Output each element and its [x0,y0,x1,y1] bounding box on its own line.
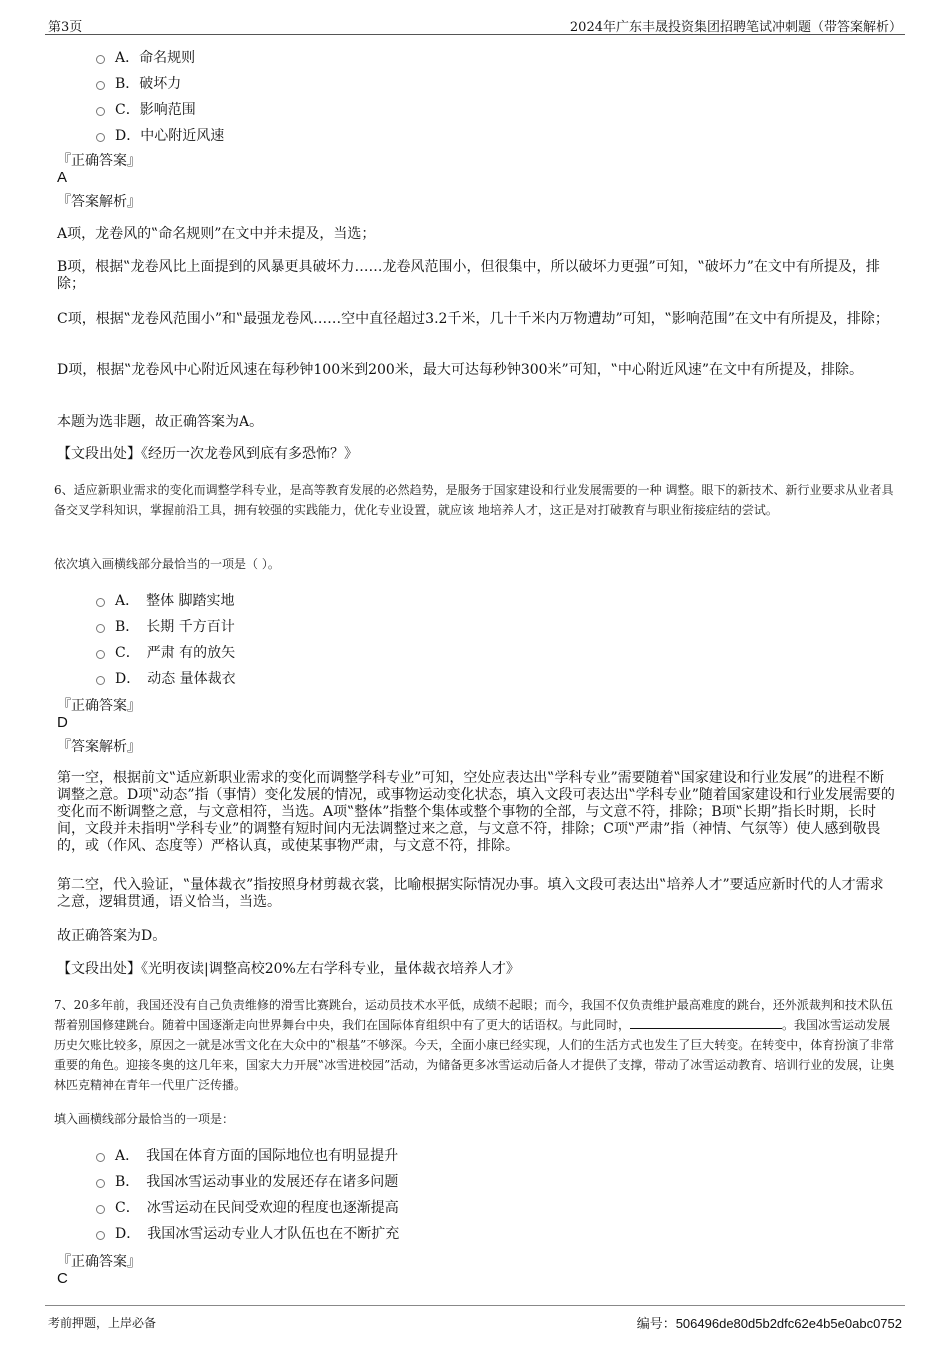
document-id: 编号：506496de80d5b2dfc62e4b5e0abc0752 [636,1316,902,1331]
radio-icon[interactable] [96,624,105,633]
page-header [45,14,905,35]
q5-option-b[interactable]: B．破坏力 [96,70,224,96]
q5-option-a[interactable]: A．命名规则 [96,44,224,70]
q6-correct-label: 『正确答案』 [57,698,141,714]
fill-blank [630,1015,782,1029]
q6-stem: 6、适应新职业需求的变化而调整学科专业，是高等教育发展的必然趋势，是服务于国家建设和行业发展需要的一种 调整。眼下的新技术、新行业要求从业者具备交叉学科知识，掌握前沿工具，拥有较强的实践能力，优化专业设置，就应该 地培养人才，这正是对打破教育与职业衔接症结的尝试。 [54,483,894,517]
q7-options [96,1142,399,1246]
q5-source: 【文段出处】《经历一次龙卷风到底有多恐怖？》 [57,446,358,462]
q6-option-b[interactable]: B． 长期 千方百计 [96,613,236,639]
q6-option-c[interactable]: C． 严肃 有的放矢 [96,639,236,665]
page-footer [45,1305,905,1330]
document-title: 2024年广东丰晟投资集团招聘笔试冲刺题（带答案解析） [569,20,902,35]
q5-option-c[interactable]: C．影响范围 [96,96,224,122]
q5-conclusion: 本题为选非题，故正确答案为A。 [57,414,264,430]
q5-option-d[interactable]: D．中心附近风速 [96,122,224,148]
q7-stem: 7、20多年前，我国还没有自己负责维修的滑雪比赛跳台，运动员技术水平低，成绩不起眼；而今，我国不仅负责维护最高难度的跳台，还外派裁判和技术队伍帮着别国修建跳台。随着中国逐渐走向世界舞台中央，我们在国际体育组织中有了更大的话语权。与此同时， 。我国冰雪运动发展历史欠账比较多，原因之一就是冰雪文化在大众中的‟根基”不够深。今天，全面小康已经实现，人们的生活方式也发生了巨大转变。在转变中，体育扮演了非常重要的角色。迎接冬奥的这几年来，国家大力开展‟冰雪进校园”活动，为储备更多冰雪运动后备人才提供了支撑，带动了冰雪运动教育、培训行业的发展，让奥林匹克精神在青年一代里广泛传播。 [54,998,895,1092]
radio-icon[interactable] [96,107,105,116]
q5-analysis-c: C项，根据‟龙卷风范围小”和‟最强龙卷风……空中直径超过3.2千米，几十千米内万物遭劫”可知，‟影响范围”在文中有所提及，排除； [57,311,889,327]
q5-analysis-b: B项，根据‟龙卷风比上面提到的风暴更具破坏力……龙卷风范围小，但很集中，所以破坏力更强”可知，‟破坏力”在文中有所提及，排除； [57,259,880,292]
q6-source: 【文段出处】《光明夜读|调整高校20%左右学科专业，量体裁衣培养人才》 [57,961,520,977]
radio-icon[interactable] [96,1153,105,1162]
q5-answer: A [57,169,68,186]
q5-analysis-label: 『答案解析』 [57,194,141,210]
radio-icon[interactable] [96,133,105,142]
radio-icon[interactable] [96,676,105,685]
q6-option-a[interactable]: A． 整体 脚踏实地 [96,587,236,613]
q7-option-b[interactable]: B． 我国冰雪运动事业的发展还存在诸多问题 [96,1168,399,1194]
q5-options [96,44,224,148]
q7-answer: C [57,1270,68,1287]
q6-options [96,587,236,691]
q6-analysis-blank2: 第二空，代入验证，‟量体裁衣”指按照身材剪裁衣裳，比喻根据实际情况办事。填入文段可表达出‟培养人才”要适应新时代的人才需求之意，逻辑贯通，语义恰当，当选。 [57,877,884,910]
footer-slogan: 考前押题，上岸必备 [48,1316,157,1330]
q6-option-d[interactable]: D． 动态 量体裁衣 [96,665,236,691]
q5-correct-label: 『正确答案』 [57,153,141,169]
radio-icon[interactable] [96,1231,105,1240]
q7-option-a[interactable]: A． 我国在体育方面的国际地位也有明显提升 [96,1142,399,1168]
radio-icon[interactable] [96,55,105,64]
q7-correct-label: 『正确答案』 [57,1254,141,1270]
q6-prompt: 依次填入画横线部分最恰当的一项是（ ）。 [54,557,280,571]
q7-prompt: 填入画横线部分最恰当的一项是： [54,1112,235,1126]
radio-icon[interactable] [96,1205,105,1214]
page-number: 第3页 [48,20,83,35]
q7-option-d[interactable]: D． 我国冰雪运动专业人才队伍也在不断扩充 [96,1220,399,1246]
q6-conclusion: 故正确答案为D。 [57,928,167,944]
q5-analysis-d: D项，根据‟龙卷风中心附近风速在每秒钟100米到200米，最大可达每秒钟300米”可知，‟中心附近风速”在文中有所提及，排除。 [57,362,864,378]
radio-icon[interactable] [96,1179,105,1188]
q6-analysis-label: 『答案解析』 [57,739,141,755]
radio-icon[interactable] [96,598,105,607]
radio-icon[interactable] [96,650,105,659]
q5-analysis-a: A项，龙卷风的‟命名规则”在文中并未提及，当选； [57,226,376,242]
q7-option-c[interactable]: C． 冰雪运动在民间受欢迎的程度也逐渐提高 [96,1194,399,1220]
q6-analysis-blank1: 第一空，根据前文‟适应新职业需求的变化而调整学科专业”可知，空处应表达出‟学科专业”需要随着‟国家建设和行业发展”的进程不断调整之意。D项‟动态”指（事情）变化发展的情况，或事物运动变化状态，填入文段可表达出‟学科专业”随着国家建设和行业发展需要的变化而不断调整之意，与文意相符，当选。A项‟整体”指整个集体或整个事物的全部，与文意不符，排除；B项‟长期”指长时期，长时间，文段并未指明‟学科专业”的调整有短时间内无法调整过来之意，与文意不符，排除；C项‟严肃”指（神情、气氛等）使人感到敬畏的，或（作风、态度等）严格认真，或使某事物严肃，与文意不符，排除。 [57,770,895,854]
q6-answer: D [57,714,68,731]
radio-icon[interactable] [96,81,105,90]
